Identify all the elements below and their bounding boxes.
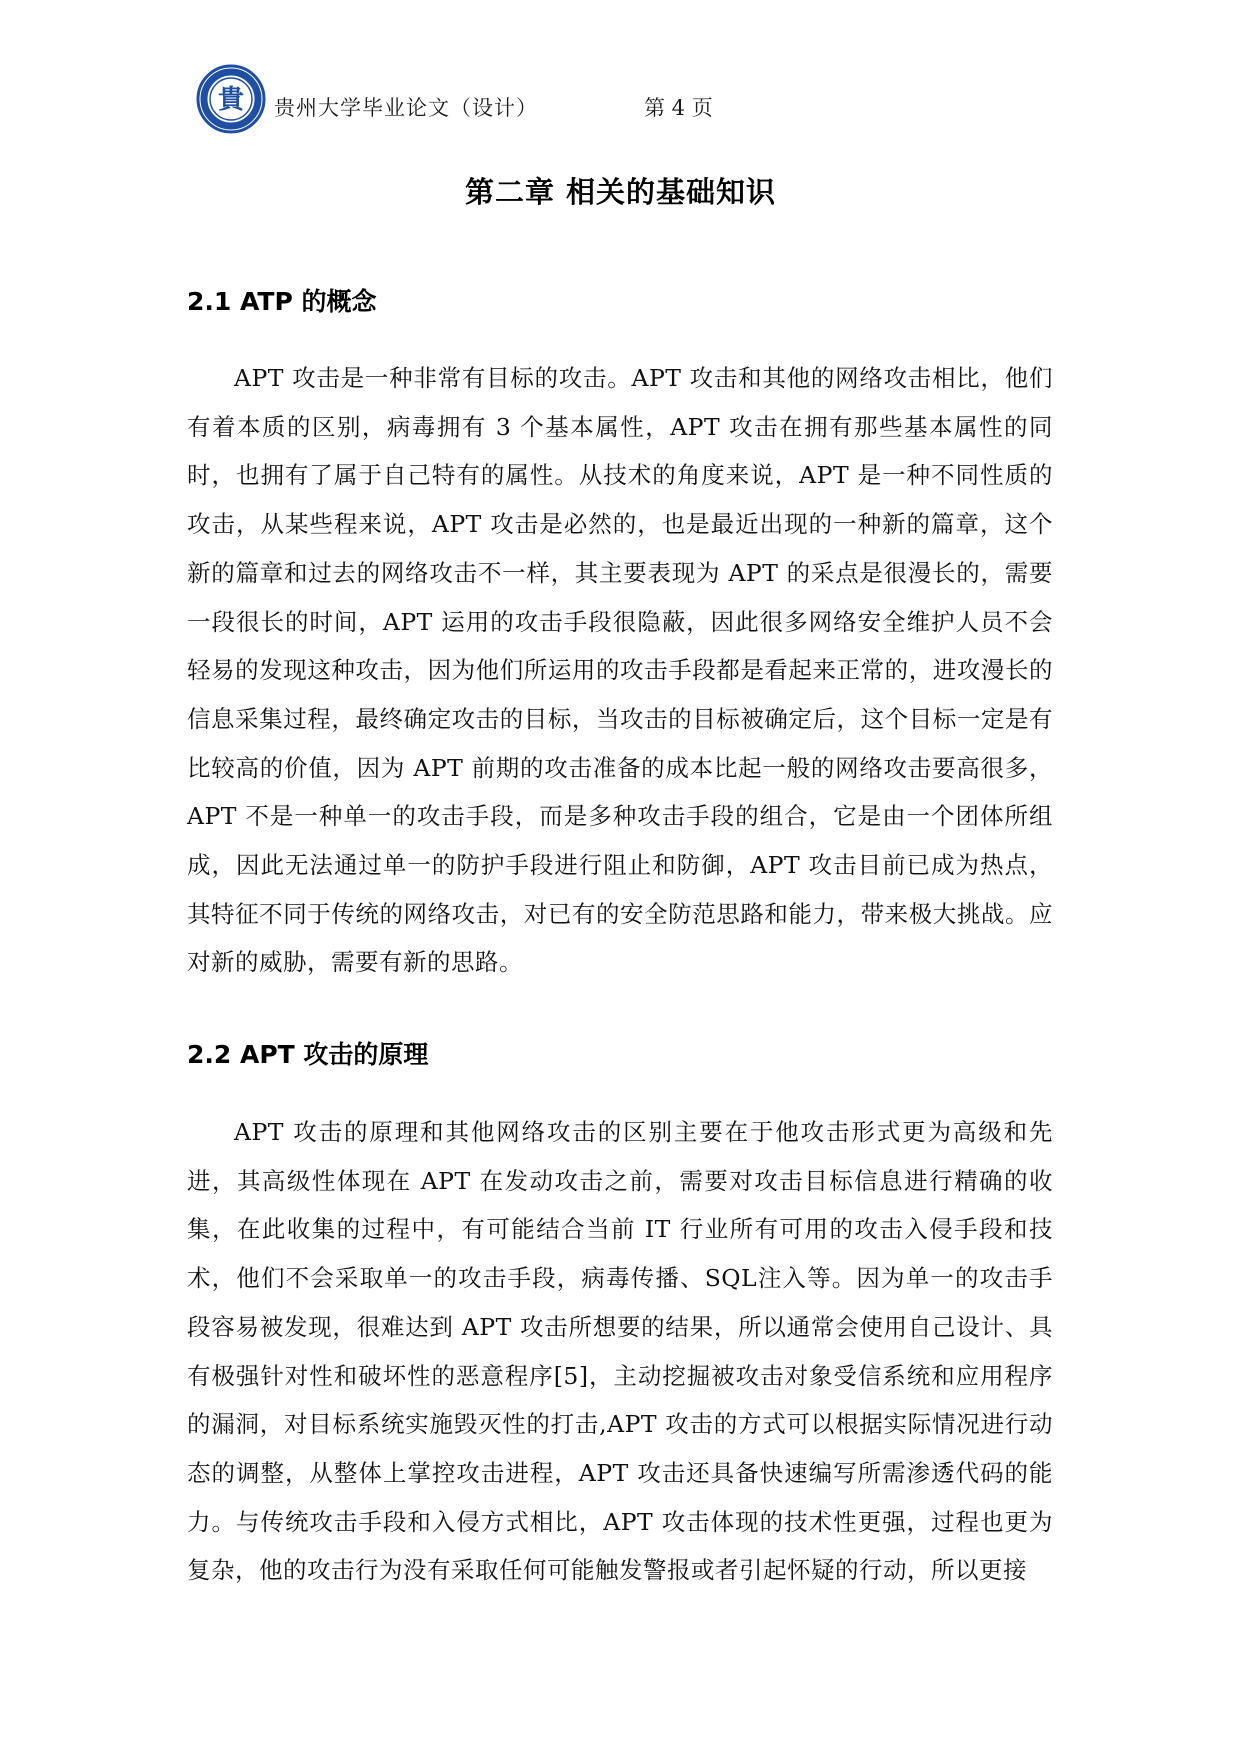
university-logo [196,64,266,134]
section-2-1-paragraph: APT 攻击是一种非常有目标的攻击。APT 攻击和其他的网络攻击相比，他们有着本质的区别，病毒拥有 3 个基本属性，APT 攻击在拥有那些基本属性的同时，也拥有了属于自己特有的属性。从技术的角度来说，APT 是一种不同性质的攻击，从某些程来说，APT 攻击是必然的，也是最近出现的一种新的篇章，这个新的篇章和过去的网络攻击不一样，其主要表现为 APT 的采点是很漫长的，需要一段很长的时间，APT 运用的攻击手段很隐蔽，因此很多网络安全维护人员不会轻易的发现这种攻击，因为他们所运用的攻击手段都是看起来正常的，进攻漫长的信息采集过程，最终确定攻击的目标，当攻击的目标被确定后，这个目标一定是有比较高的价值，因为 APT 前期的攻击准备的成本比起一般的网络攻击要高很多，APT 不是一种单一的攻击手段，而是多种攻击手段的组合，它是由一个团体所组成，因此无法通过单一的防护手段进行阻止和防御，APT 攻击目前已成为热点，其特征不同于传统的网络攻击，对已有的安全防范思路和能力，带来极大挑战。应对新的威胁，需要有新的思路。 [187,364,1053,977]
chapter-title: 第二章 相关的基础知识 [464,175,777,209]
header-university-title: 贵州大学毕业论文（设计） [274,96,538,120]
page-header [196,64,1076,136]
section-2-2-paragraph: APT 攻击的原理和其他网络攻击的区别主要在于他攻击形式更为高级和先进，其高级性体现在 APT 在发动攻击之前，需要对攻击目标信息进行精确的收集，在此收集的过程中，有可能结合当前 IT 行业所有可用的攻击入侵手段和技术，他们不会采取单一的攻击手段，病毒传播、SQL注入等。因为单一的攻击手段容易被发现，很难达到 APT 攻击所想要的结果，所以通常会使用自己设计、具有极强针对性和破坏性的恶意程序[5]，主动挖掘被攻击对象受信系统和应用程序的漏洞，对目标系统实施毁灭性的打击,APT 攻击的方式可以根据实际情况进行动态的调整，从整体上掌控攻击进程，APT 攻击还具备快速编写所需渗透代码的能力。与传统攻击手段和入侵方式相比，APT 攻击体现的技术性更强，过程也更为复杂，他的攻击行为没有采取任何可能触发警报或者引起怀疑的行动，所以更接 [187,1118,1053,1585]
section-heading-2-2: 2.2 APT 攻击的原理 [187,1040,429,1069]
section-heading-2-1: 2.1 ATP 的概念 [187,287,377,316]
logo-glyph: 貴 [217,85,245,115]
header-page-number: 第 4 页 [644,96,713,120]
